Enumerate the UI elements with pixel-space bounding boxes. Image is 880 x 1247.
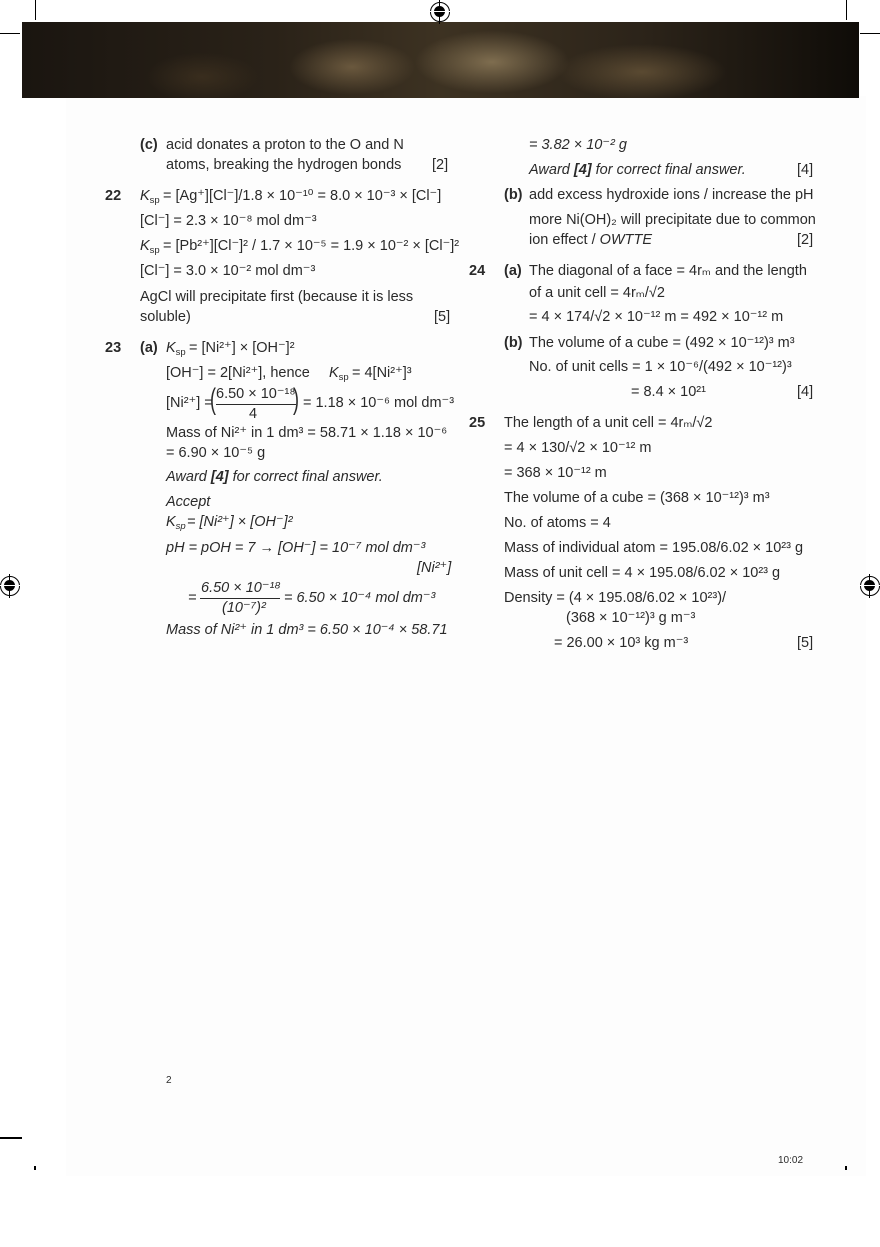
q24a-line3: = 4 × 174/√2 × 10⁻¹² m = 492 × 10⁻¹² m [529,309,784,325]
header-banner [22,22,859,98]
q23-line1: = [Ni²⁺] × [OH⁻]² [189,340,295,356]
q23-line4: Mass of Ni²⁺ in 1 dm³ = 58.71 × 1.18 × 10⁻⁶ [166,425,448,441]
q25-line3: = 368 × 10⁻¹² m [504,465,607,481]
q25-line8: Density = (4 × 195.08/6.02 × 10²³)/ [504,590,727,606]
q25-line4: The volume of a cube = (368 × 10⁻¹²)³ m³ [504,490,770,506]
q22-line6: soluble) [140,309,191,325]
bracket-right: ) [293,383,299,416]
q23-fraction2-den: (10⁻⁷)² [222,600,266,616]
q25-line1: The length of a unit cell = 4rₘ/√2 [504,415,713,431]
q23-line3a: [Ni²⁺] = [166,395,213,411]
q23-cont-award: Award [4] for correct final answer. [529,162,746,178]
q23-line3b: = 1.18 × 10⁻⁶ mol dm⁻³ [303,395,455,411]
q22-line4: [Cl⁻] = 3.0 × 10⁻² mol dm⁻³ [140,263,316,279]
q25-line10: = 26.00 × 10³ kg m⁻³ [554,635,689,651]
q22-ksp-symbol: $K_{sp}$ [140,188,160,206]
q24a-label: (a) [504,263,522,279]
q23a-label: (a) [140,340,158,356]
registration-mark-icon [860,576,880,596]
q23-line11b: = 6.50 × 10⁻⁴ mol dm⁻³ [284,590,436,606]
crop-mark [860,33,880,34]
q22-mark: [5] [434,309,451,325]
q24b-line2: No. of unit cells = 1 × 10⁻⁶/(492 × 10⁻¹²)³ [529,359,792,375]
registration-mark-icon [430,2,450,22]
q24-number: 24 [469,263,486,279]
q25-line5: No. of atoms = 4 [504,515,611,531]
q23-line2: [OH⁻] = 2[Ni²⁺], hence [166,365,310,381]
crop-mark [34,1166,36,1170]
q23b-mark: [2] [797,232,814,248]
q25-mark: [5] [797,635,814,651]
q22-line2: [Cl⁻] = 2.3 × 10⁻⁸ mol dm⁻³ [140,213,317,229]
q23-fraction2-num: 6.50 × 10⁻¹⁸ [201,580,281,596]
q22-ksp-symbol: $K_{sp}$ [140,238,160,256]
q25-number: 25 [469,415,486,431]
crop-mark [0,33,20,34]
q22-number: 22 [105,188,122,204]
q23-line2b: = 4[Ni²⁺]³ [352,365,412,381]
q24b-line1: The volume of a cube = (492 × 10⁻¹²)³ m³ [529,335,795,351]
q21c-line1: acid donates a proton to the O and N [166,137,404,153]
q23-number: 23 [105,340,122,356]
q23-ksp-symbol: $K_{sp}$ [166,340,186,358]
page-number: 2 [166,1075,172,1086]
q25-line9: (368 × 10⁻¹²)³ g m⁻³ [566,610,696,626]
q24a-line1: The diagonal of a face = 4rₘ and the length [529,263,807,279]
q23-line9: pH = pOH = 7 → [OH⁻] = 10⁻⁷ mol dm⁻³ [166,540,426,556]
crop-mark [846,0,847,20]
q21c-line2: atoms, breaking the hydrogen bonds [166,157,402,173]
q22-line3: = [Pb²⁺][Cl⁻]² / 1.7 × 10⁻⁵ = 1.9 × 10⁻² × [Cl⁻]² [163,238,460,254]
q21c-mark: [2] [432,157,449,173]
q25-line7: Mass of unit cell = 4 × 195.08/6.02 × 10²³ g [504,565,781,581]
q23-line5: = 6.90 × 10⁻⁵ g [166,445,266,461]
q23-line10: [Ni²⁺] [417,560,452,576]
q23-line8: = [Ni²⁺] × [OH⁻]² [187,514,293,530]
q23b-line1: add excess hydroxide ions / increase the pH [529,187,814,203]
q23-accept: Accept [166,494,211,510]
q23-equals: = [188,590,197,606]
q23-ksp-symbol: $K_{sp}$ [166,514,186,532]
q22-line1: = [Ag⁺][Cl⁻]/1.8 × 10⁻¹⁰ = 8.0 × 10⁻³ × [Cl⁻] [163,188,442,204]
q23-line12: Mass of Ni²⁺ in 1 dm³ = 6.50 × 10⁻⁴ × 58.71 [166,622,448,638]
q23b-line3: ion effect / OWTTE [529,232,653,248]
q21c-label: (c) [140,137,158,153]
crop-mark [0,1137,22,1139]
crop-mark [845,1166,847,1170]
timestamp: 10:02 [778,1155,804,1166]
q24-mark: [4] [797,384,814,400]
q23-cont-mark: [4] [797,162,814,178]
q23-ksp-symbol: $K_{sp}$ [329,365,349,383]
q25-line6: Mass of individual atom = 195.08/6.02 × 10²³ g [504,540,804,556]
q22-line5: AgCl will precipitate first (because it is less [140,289,414,305]
q23b-line2: more Ni(OH)₂ will precipitate due to common [529,212,816,228]
q23-fraction-den: 4 [249,406,258,422]
q23-cont-line1: = 3.82 × 10⁻² g [529,137,627,153]
crop-mark [35,0,36,20]
registration-mark-icon [0,576,20,596]
q24b-label: (b) [504,335,523,351]
q23b-label: (b) [504,187,523,203]
q23-award: Award [4] for correct final answer. [166,469,383,485]
q24a-line2: of a unit cell = 4rₘ/√2 [529,285,665,301]
q24b-line3: = 8.4 × 10²¹ [631,384,706,400]
bracket-left: ( [210,383,216,416]
q25-line2: = 4 × 130/√2 × 10⁻¹² m [504,440,652,456]
q23-fraction-num: 6.50 × 10⁻¹⁸ [216,386,296,402]
